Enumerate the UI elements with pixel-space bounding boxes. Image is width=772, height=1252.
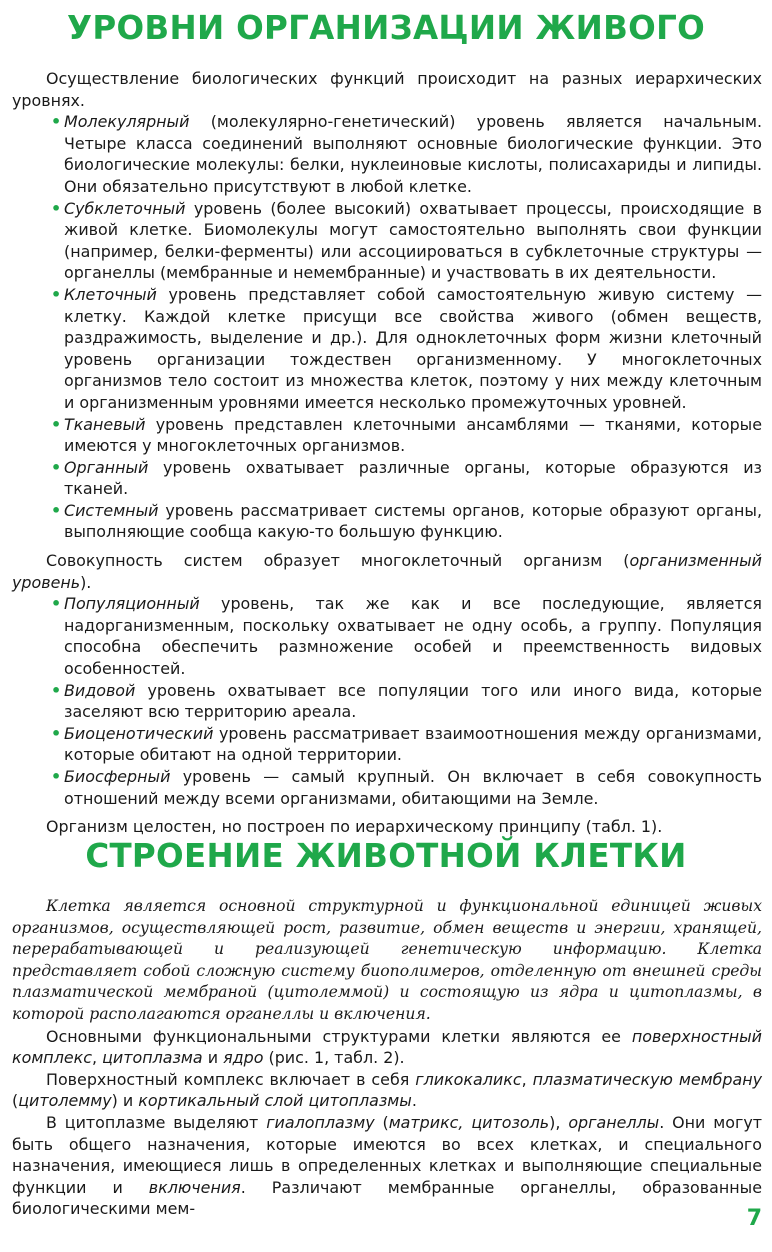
section-levels-body (12, 68, 762, 838)
text-run: , (91, 1048, 103, 1068)
term: гликокаликс (415, 1069, 522, 1089)
text-run: В цитоплазме выделяют (46, 1112, 267, 1132)
text-run: ( (374, 1112, 389, 1132)
level-item-cellular (12, 284, 762, 414)
cell-definition: Клетка является основной структурной и функциональной единицей живых организмов, осуществляющей рост, развитие, обмен веществ и энергии, хранящей, перерабатывающей и реализующей генетическую информацию. Клетка представляет собой сложную систему биополимеров, отделенную от внешней среды плазматической мембраной (цитолеммой) и состоящую из ядра и цитоплазмы, в которой располагаются органеллы и включения. (12, 897, 762, 1023)
levels-list-1 (12, 111, 762, 543)
level-item-tissue (12, 414, 762, 457)
level-term: Биоценотический (64, 723, 214, 743)
level-text: уровень представляет собой самостоятельную живую систему — клетку. Каждой клетке присущи все свойства живого (обмен веществ, раздражимость, выделение и др.). Для одноклеточных форм жизни клеточный уровень организации тождествен организменному. У многоклеточных организмов тело состоит из множества клеток, поэтому у них между клеточным и организменным уровнями имеется несколько промежуточных уровней. (64, 284, 762, 412)
bullet-icon: • (51, 594, 62, 614)
bullet-icon: • (51, 198, 62, 218)
term: ядро (223, 1048, 264, 1068)
level-term: Системный (64, 500, 159, 520)
level-item-population (12, 593, 762, 679)
term: цитолемму (18, 1091, 112, 1111)
level-term: Биосферный (64, 767, 171, 786)
levels-closing: Организм целостен, но построен по иерархическому принципу (табл. 1). (46, 817, 663, 837)
bullet-icon: • (51, 414, 62, 434)
text-run: Совокупность систем образует многоклеточный организм ( (46, 551, 630, 571)
level-term: Молекулярный (64, 112, 190, 132)
term: цитоплазма (102, 1048, 203, 1068)
level-text: уровень рассматривает системы органов, которые образуют органы, выполняющие сообща какую-то большую функцию. (64, 500, 762, 542)
level-text: (молекулярно-генетический) уровень является начальным. Четыре класса соединений выполняют основные биологические функции. Это биологические молекулы: белки, нуклеиновые кислоты, полисахариды и липиды. Они обязательно присутствуют в любой клетке. (64, 112, 762, 196)
text-run: и (202, 1048, 224, 1068)
level-term: Органный (64, 457, 149, 477)
term: матрикс, цитозоль (388, 1112, 550, 1132)
term: включения (148, 1177, 241, 1197)
bullet-icon: • (51, 457, 62, 477)
level-text: уровень (более высокий) охватывает процессы, происходящие в живой клетке. Биомолекулы могут самостоятельно выполнять свои функции (например, белки-ферменты) или ассоциироваться в субклеточные структуры — органеллы (мембранные и немембранные) и участвовать в их деятельности. (64, 198, 762, 283)
level-item-molecular (12, 111, 762, 197)
text-run: Поверхностный комплекс включает в себя (46, 1069, 416, 1089)
bullet-icon: • (51, 112, 62, 132)
bullet-icon: • (51, 500, 62, 520)
level-item-species (12, 680, 762, 723)
level-item-organ (12, 457, 762, 500)
level-text: уровень — самый крупный. Он включает в себя совокупность отношений между всеми организмами, обитающими на Земле. (64, 767, 762, 808)
organism-level-paragraph (12, 550, 762, 593)
level-text: уровень охватывает различные органы, которые образуются из тканей. (64, 457, 762, 499)
bullet-icon: • (51, 680, 62, 700)
cell-structures-paragraph (12, 1026, 762, 1069)
term: поверхностный комплекс (12, 1026, 762, 1068)
page-number: 7 (746, 1206, 762, 1231)
bullet-icon: • (51, 284, 62, 304)
level-item-system (12, 500, 762, 543)
levels-list-2 (12, 593, 762, 809)
cytoplasm-paragraph (12, 1112, 762, 1220)
level-text: уровень представлен клеточными ансамблями — тканями, которые имеются у многоклеточных организмов. (64, 414, 762, 456)
level-text: уровень рассматривает взаимоотношения между организмами, которые обитают на одной территории. (64, 723, 762, 765)
term: органеллы (568, 1112, 660, 1132)
level-term: Клеточный (64, 284, 157, 304)
section-title-levels: УРОВНИ ОРГАНИЗАЦИИ ЖИВОГО (66, 9, 706, 47)
level-text: уровень, так же как и все последующие, является надорганизменным, поскольку охватывает не одну особь, а группу. Популяция способна обеспечить размножение особей и преемственность видовых особенностей. (64, 594, 762, 679)
text-run: Основными функциональными структурами клетки являются ее (46, 1026, 632, 1046)
section-cell-body (12, 896, 762, 1220)
text-run: . (411, 1091, 417, 1111)
text-run: ). (80, 572, 92, 592)
text-run: (рис. 1, табл. 2). (263, 1048, 405, 1068)
text-run: . Они могут быть общего назначения, которые имеются во всех клетках, и специального назначения, имеющиеся лишь в определенных клетках и выполняющие специальные функции и (12, 1112, 762, 1197)
level-term: Тканевый (64, 414, 146, 434)
section-title-cell: СТРОЕНИЕ ЖИВОТНОЙ КЛЕТКИ (85, 837, 687, 875)
level-item-subcellular (12, 198, 762, 284)
level-text: уровень охватывает все популяции того или иного вида, которые заселяют всю территорию ареала. (64, 680, 762, 722)
level-term: Видовой (64, 680, 136, 700)
levels-intro: Осуществление биологических функций происходит на разных иерархических уровнях. (12, 69, 762, 110)
term: плазматическую мембрану (532, 1069, 762, 1089)
bullet-icon: • (51, 767, 62, 786)
surface-complex-paragraph (12, 1069, 762, 1112)
level-item-biocenotic (12, 723, 762, 766)
level-item-biosphere (12, 766, 762, 809)
bullet-icon: • (51, 723, 62, 743)
text-run: ), (549, 1112, 569, 1132)
text-run: . Различают мембранные органеллы, образованные биологическими мем- (12, 1177, 762, 1219)
text-run: ( (12, 1091, 19, 1111)
term: гиалоплазму (266, 1112, 375, 1132)
term: кортикальный слой цитоплазмы (138, 1091, 412, 1111)
level-term: Популяционный (64, 594, 200, 614)
organism-level-term: организменный уровень (12, 551, 762, 592)
level-term: Субклеточный (64, 198, 186, 218)
text-run: ) и (111, 1091, 139, 1111)
text-run: , (521, 1069, 533, 1089)
